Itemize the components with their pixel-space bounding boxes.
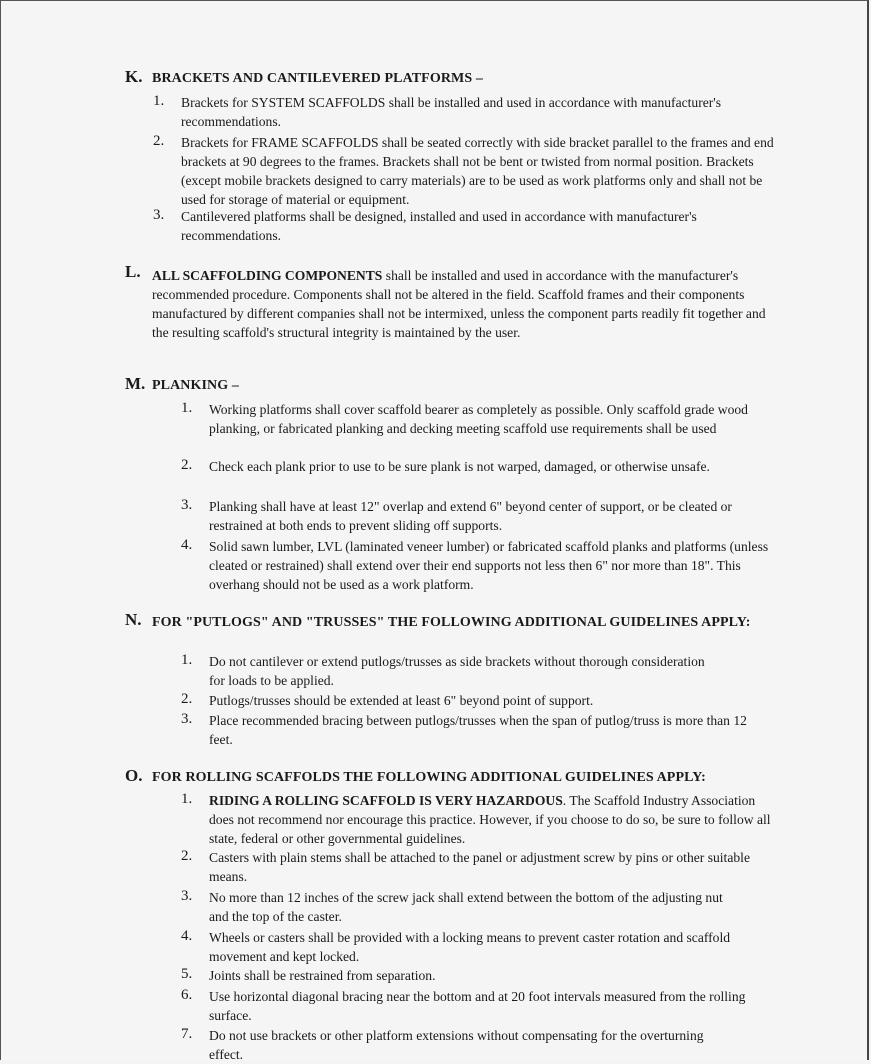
section-title: FOR ROLLING SCAFFOLDS THE FOLLOWING ADDITIONAL GUIDELINES APPLY:	[152, 770, 706, 785]
list-item: Use horizontal diagonal bracing near the bottom and at 20 foot intervals measured from the rolling surface.	[209, 989, 746, 1023]
list-item: Solid sawn lumber, LVL (laminated veneer lumber) or fabricated scaffold planks and platforms (unless cleated or restrained) shall extend over their end supports not less then 6" nor more than 18". This overhang should not be used as a work platform.	[209, 539, 769, 592]
item-number: 3.	[181, 711, 193, 727]
section-letter: K.	[125, 67, 143, 86]
list-item: Brackets for SYSTEM SCAFFOLDS shall be installed and used in accordance with manufacturer's recommendations.	[181, 95, 722, 129]
list-item: No more than 12 inches of the screw jack shall extend between the bottom of the adjusting nut and the top of the caster.	[209, 890, 723, 924]
item-number: 1.	[153, 93, 165, 109]
item-number: 2.	[153, 133, 165, 149]
item-number: 2.	[181, 848, 193, 864]
section-paragraph	[152, 266, 782, 342]
list-item: Place recommended bracing between putlogs/trusses when the span of putlog/truss is more than 12 feet.	[209, 713, 747, 747]
item-number: 1.	[181, 791, 193, 807]
list-item: Putlogs/trusses should be extended at least 6" beyond point of support.	[209, 693, 594, 708]
section-letter: L.	[125, 262, 141, 281]
list-item: Cantilevered platforms shall be designed, installed and used in accordance with manufacturer's recommendations.	[181, 209, 697, 243]
section-title: FOR "PUTLOGS" AND "TRUSSES" THE FOLLOWING ADDITIONAL GUIDELINES APPLY:	[152, 615, 751, 630]
section-title: PLANKING –	[152, 378, 239, 393]
item-number: 3.	[153, 207, 165, 223]
section-title: BRACKETS AND CANTILEVERED PLATFORMS –	[152, 71, 483, 86]
item-number: 3.	[181, 888, 193, 904]
item-text: . The Scaffold Industry Association does not recommend nor encourage this practice. However, if you choose to do so, be sure to follow all state, federal or other governmental guidelines.	[209, 793, 771, 846]
item-number: 1.	[181, 652, 193, 668]
list-item	[209, 791, 774, 848]
item-number: 7.	[181, 1026, 193, 1042]
section-letter: O.	[125, 766, 143, 785]
list-item: Casters with plain stems shall be attached to the panel or adjustment screw by pins or other suitable means.	[209, 850, 750, 884]
warning-text: RIDING A ROLLING SCAFFOLD IS VERY HAZARDOUS	[209, 793, 563, 808]
section-letter: N.	[125, 610, 142, 629]
item-number: 1.	[181, 400, 193, 416]
list-item: Planking shall have at least 12" overlap and extend 6" beyond center of support, or be cleated or restrained at both ends to prevent sliding off supports.	[209, 499, 732, 533]
list-item: Wheels or casters shall be provided with a locking means to prevent caster rotation and scaffold movement and kept locked.	[209, 930, 731, 964]
item-number: 2.	[181, 691, 193, 707]
section-text: shall be installed and used in accordance with the manufacturer's recommended procedure. Components shall not be altered in the field. Scaffold frames and their components manufactured by different companies shall not be intermixed, unless the component parts readily fit together and the resulting scaffold's structural integrity is maintained by the user.	[152, 268, 766, 340]
list-item: Brackets for FRAME SCAFFOLDS shall be seated correctly with side bracket parallel to the frames and end brackets at 90 degrees to the frames. Brackets shall not be bent or twisted from normal position. Brackets (except mobile brackets designed to carry materials) are to be used as work platforms only and shall not be used for storage of material or equipment.	[181, 135, 774, 207]
list-item: Do not cantilever or extend putlogs/trusses as side brackets without thorough consideration for loads to be applied.	[209, 654, 705, 688]
item-number: 6.	[181, 987, 193, 1003]
section-letter: M.	[125, 374, 146, 393]
list-item: Do not use brackets or other platform extensions without compensating for the overturning effect.	[209, 1028, 704, 1062]
item-number: 4.	[181, 928, 193, 944]
item-number: 4.	[181, 537, 193, 553]
item-number: 2.	[181, 457, 193, 473]
list-item: Working platforms shall cover scaffold bearer as completely as possible. Only scaffold grade wood planking, or fabricated planking and decking meeting scaffold use requirements shall be used	[209, 402, 748, 436]
list-item: Check each plank prior to use to be sure plank is not warped, damaged, or otherwise unsafe.	[209, 459, 710, 474]
list-item: Joints shall be restrained from separation.	[209, 968, 436, 983]
item-number: 3.	[181, 497, 193, 513]
item-number: 5.	[181, 966, 193, 982]
section-title: ALL SCAFFOLDING COMPONENTS	[152, 268, 383, 283]
